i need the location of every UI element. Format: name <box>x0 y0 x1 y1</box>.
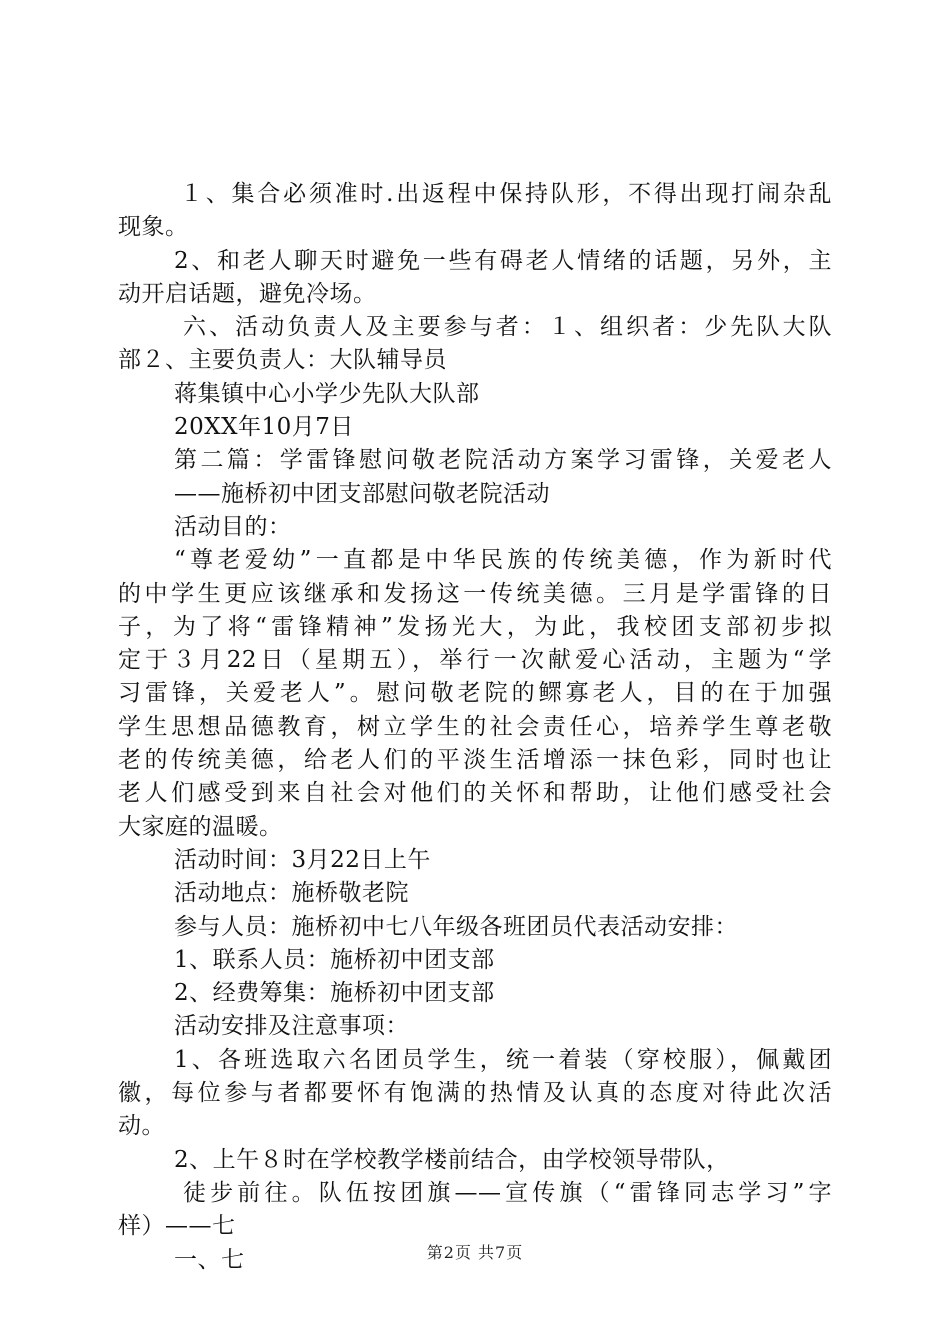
text-line: 1、联系人员：施桥初中团支部 <box>174 946 495 973</box>
text-line: 动。 <box>118 1113 165 1140</box>
text-line: 现象。 <box>118 214 189 241</box>
text-line: 活动安排及注意事项： <box>174 1013 409 1040</box>
text-line: 徒步前往。队伍按团旗——宣传旗（“雷锋同志学习”字 <box>183 1179 832 1206</box>
text-line: 学生思想品德教育，树立学生的社会责任心，培养学生尊老敬 <box>118 713 832 740</box>
text-line: 2、和老人聊天时避免一些有碍老人情绪的话题，另外，主 <box>174 247 832 274</box>
text-line: 活动地点：施桥敬老院 <box>174 880 409 907</box>
text-line: 大家庭的温暖。 <box>118 813 283 840</box>
document-body <box>118 178 832 1277</box>
text-line: 部２、主要负责人：大队辅导员 <box>118 347 447 374</box>
text-line: 第二篇：学雷锋慰问敬老院活动方案学习雷锋，关爱老人 <box>174 447 832 474</box>
text-line: 20XX年10月7日 <box>174 414 354 441</box>
text-line: 一、七 <box>174 1246 245 1273</box>
text-line: 动开启话题，避免冷场。 <box>118 280 377 307</box>
text-line: 定于３月22日（星期五），举行一次献爱心活动，主题为“学 <box>118 647 832 674</box>
text-line: ——施桥初中团支部慰问敬老院活动 <box>174 480 550 507</box>
text-line: １、集合必须准时.出返程中保持队形，不得出现打闹杂乱 <box>180 181 832 207</box>
text-line: 蒋集镇中心小学少先队大队部 <box>174 380 480 407</box>
text-line: 老的传统美德，给老人们的平淡生活增添一抹色彩，同时也让 <box>118 747 832 774</box>
text-line: 2、上午８时在学校教学楼前结合，由学校领导带队， <box>174 1146 730 1173</box>
text-line: 子，为了将“雷锋精神”发扬光大，为此，我校团支部初步拟 <box>118 613 832 640</box>
text-line: 样）——七 <box>118 1213 236 1240</box>
text-line: 活动时间：3月22日上午 <box>174 846 431 873</box>
text-line: 徽，每位参与者都要怀有饱满的热情及认真的态度对待此次活 <box>118 1080 832 1107</box>
text-line: 六、活动负责人及主要参与者：１、组织者：少先队大队 <box>183 314 832 341</box>
page-number-footer: 第2页 共7页 <box>426 1243 524 1262</box>
text-line: “尊老爱幼”一直都是中华民族的传统美德，作为新时代 <box>174 547 832 574</box>
text-line: 的中学生更应该继承和发扬这一传统美德。三月是学雷锋的日 <box>118 580 832 607</box>
text-line: 2、经费筹集：施桥初中团支部 <box>174 980 495 1007</box>
text-line: 老人们感受到来自社会对他们的关怀和帮助，让他们感受社会 <box>118 780 832 807</box>
text-line: 1、各班选取六名团员学生，统一着装（穿校服），佩戴团 <box>174 1046 832 1073</box>
text-line: 活动目的： <box>174 513 292 540</box>
text-line: 参与人员：施桥初中七八年级各班团员代表活动安排： <box>174 913 738 940</box>
text-line: 习雷锋，关爱老人”。慰问敬老院的鳏寡老人，目的在于加强 <box>118 680 832 707</box>
